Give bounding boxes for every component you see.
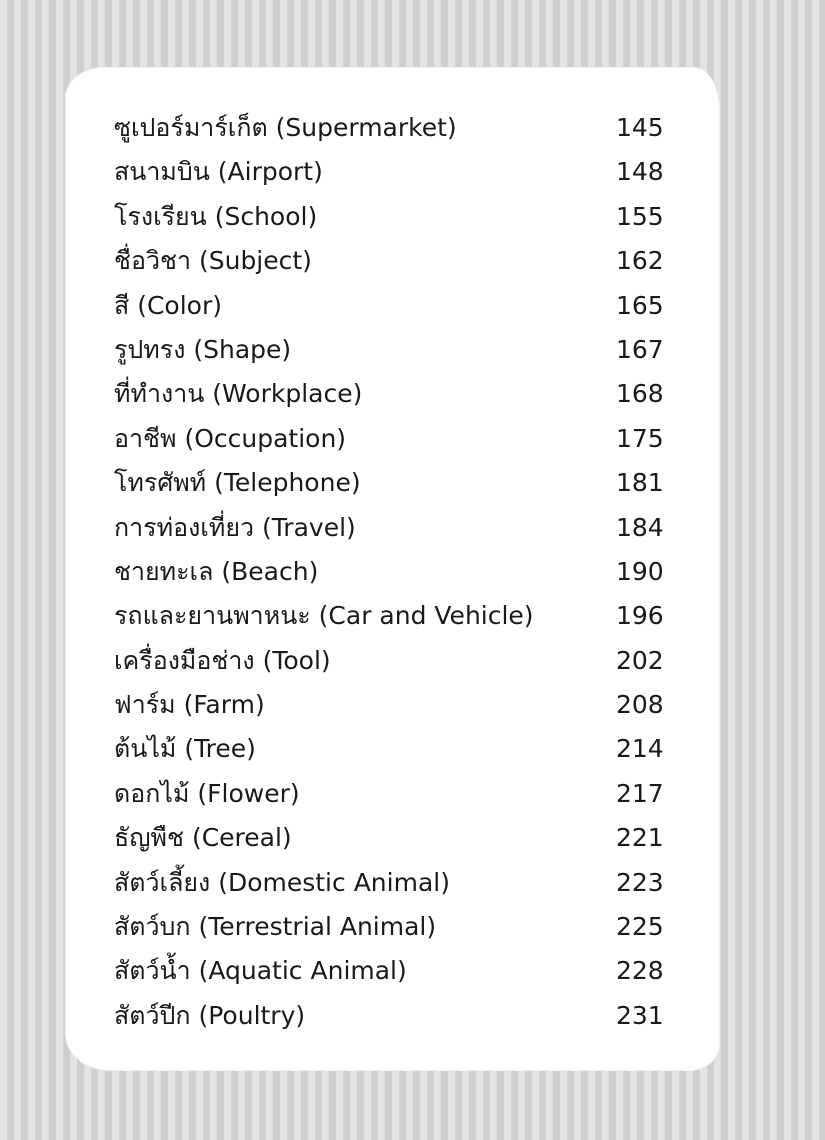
toc-entry-page-number: 155 xyxy=(616,201,664,231)
toc-entry-page-number: 168 xyxy=(616,379,664,409)
toc-entry-page-number: 181 xyxy=(616,468,664,498)
toc-entry-title: ฟาร์ม (Farm) xyxy=(114,690,265,720)
table-of-contents-card xyxy=(66,68,719,1070)
toc-entry-title: ชื่อวิชา (Subject) xyxy=(114,246,312,276)
toc-entry-title: สัตว์บก (Terrestrial Animal) xyxy=(114,912,437,942)
toc-entry-page-number: 225 xyxy=(616,912,664,942)
toc-entry-title: การท่องเที่ยว (Travel) xyxy=(114,512,356,542)
toc-entry-telephone[interactable] xyxy=(114,461,674,505)
toc-entry-page-number: 165 xyxy=(616,290,664,320)
toc-entry-workplace[interactable] xyxy=(114,372,674,416)
toc-entry-title: โทรศัพท์ (Telephone) xyxy=(114,468,361,498)
toc-entry-page-number: 175 xyxy=(616,423,664,453)
toc-entry-page-number: 196 xyxy=(616,601,664,631)
toc-entry-page-number: 202 xyxy=(616,645,664,675)
toc-entry-page-number: 217 xyxy=(616,778,664,808)
toc-entry-title: สนามบิน (Airport) xyxy=(114,157,323,187)
toc-entry-domestic-animal[interactable] xyxy=(114,861,674,905)
toc-entry-title: สี (Color) xyxy=(114,290,222,320)
toc-entry-cereal[interactable] xyxy=(114,816,674,860)
toc-entry-poultry[interactable] xyxy=(114,994,674,1038)
toc-entry-page-number: 208 xyxy=(616,690,664,720)
toc-entry-title: ซูเปอร์มาร์เก็ต (Supermarket) xyxy=(114,113,457,142)
toc-entry-page-number: 221 xyxy=(616,823,664,853)
toc-entry-subject[interactable] xyxy=(114,239,674,283)
toc-entry-tree[interactable] xyxy=(114,727,674,771)
toc-entry-beach[interactable] xyxy=(114,550,674,594)
toc-entry-airport[interactable] xyxy=(114,150,674,194)
toc-entry-title: ต้นไม้ (Tree) xyxy=(114,734,256,764)
toc-entry-title: สัตว์เลี้ยง (Domestic Animal) xyxy=(114,867,450,897)
toc-entry-school[interactable] xyxy=(114,195,674,239)
toc-entry-title: ชายทะเล (Beach) xyxy=(114,556,319,586)
toc-entry-title: ธัญพืช (Cereal) xyxy=(114,823,292,853)
toc-entry-travel[interactable] xyxy=(114,506,674,550)
toc-entry-supermarket[interactable] xyxy=(114,106,674,150)
toc-entry-page-number: 184 xyxy=(616,512,664,542)
toc-entry-title: โรงเรียน (School) xyxy=(114,201,318,231)
toc-entry-title: ดอกไม้ (Flower) xyxy=(114,778,300,808)
toc-entry-page-number: 231 xyxy=(616,1000,664,1030)
toc-entry-title: รถและยานพาหนะ (Car and Vehicle) xyxy=(114,601,534,631)
toc-entry-page-number: 223 xyxy=(616,867,664,897)
toc-entry-flower[interactable] xyxy=(114,772,674,816)
toc-entry-shape[interactable] xyxy=(114,328,674,372)
toc-entry-title: สัตว์น้ำ (Aquatic Animal) xyxy=(114,956,407,986)
toc-entry-page-number: 190 xyxy=(616,556,664,586)
toc-entry-page-number: 228 xyxy=(616,956,664,986)
toc-entry-color[interactable] xyxy=(114,284,674,328)
toc-entry-page-number: 167 xyxy=(616,334,664,364)
toc-entry-page-number: 145 xyxy=(616,113,664,142)
toc-entry-car-and-vehicle[interactable] xyxy=(114,594,674,638)
toc-entry-page-number: 214 xyxy=(616,734,664,764)
toc-entry-aquatic-animal[interactable] xyxy=(114,949,674,993)
toc-entry-page-number: 148 xyxy=(616,157,664,187)
toc-entry-tool[interactable] xyxy=(114,639,674,683)
toc-entry-title: เครื่องมือช่าง (Tool) xyxy=(114,645,331,675)
toc-entry-title: ที่ทำงาน (Workplace) xyxy=(114,379,363,409)
toc-list xyxy=(114,106,674,1038)
toc-entry-title: สัตว์ปีก (Poultry) xyxy=(114,1000,306,1030)
toc-entry-title: รูปทรง (Shape) xyxy=(114,334,292,364)
toc-entry-farm[interactable] xyxy=(114,683,674,727)
toc-entry-title: อาชีพ (Occupation) xyxy=(114,423,347,453)
toc-entry-occupation[interactable] xyxy=(114,417,674,461)
toc-entry-terrestrial-animal[interactable] xyxy=(114,905,674,949)
toc-entry-page-number: 162 xyxy=(616,246,664,276)
